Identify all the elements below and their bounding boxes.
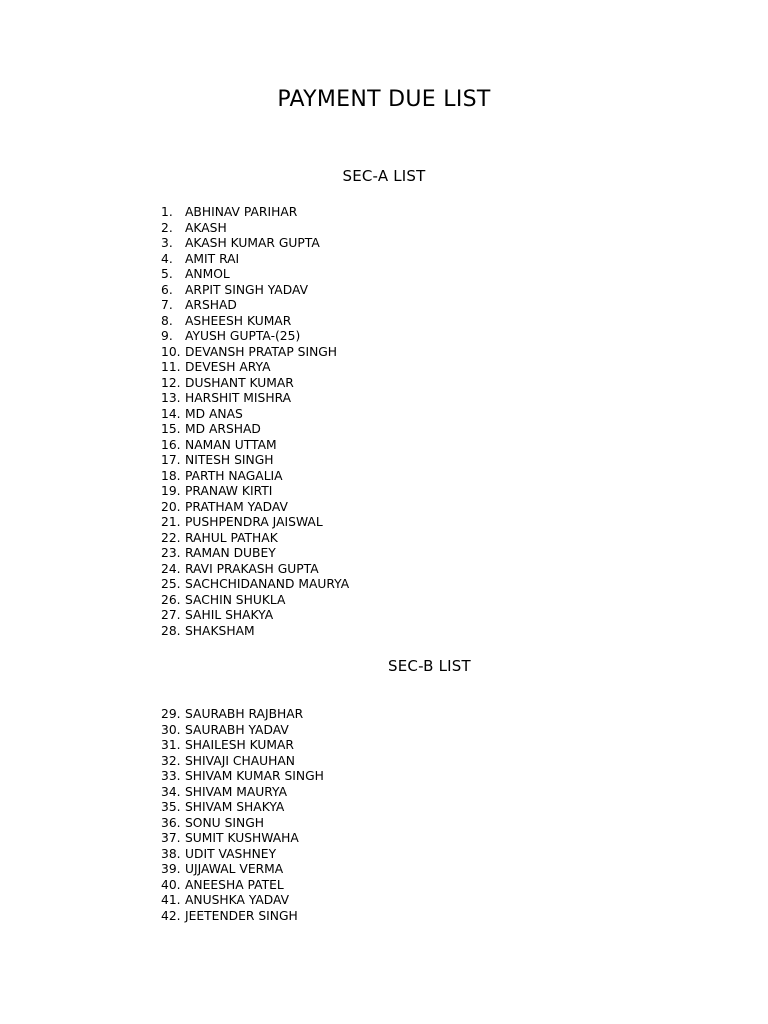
list-item-name: SUMIT KUSHWAHA xyxy=(185,831,299,845)
list-item-number: 6. xyxy=(161,282,173,297)
list-item xyxy=(161,252,349,268)
page-title: PAYMENT DUE LIST xyxy=(277,87,491,112)
list-item xyxy=(161,754,324,770)
list-item-name: HARSHIT MISHRA xyxy=(185,391,292,405)
list-item xyxy=(161,593,349,609)
list-item-number: 38. xyxy=(161,846,181,861)
list-item-name: MD ARSHAD xyxy=(185,422,261,436)
list-item-number: 11. xyxy=(161,360,181,374)
list-item xyxy=(161,531,349,547)
list-item-number: 34. xyxy=(161,784,181,799)
list-item-name: ARPIT SINGH YADAV xyxy=(185,282,308,297)
list-item-name: SHAKSHAM xyxy=(185,623,255,638)
list-item-number: 25. xyxy=(161,577,181,591)
list-item xyxy=(161,562,349,578)
list-item-name: NAMAN UTTAM xyxy=(185,437,277,452)
list-item xyxy=(161,847,324,863)
list-item xyxy=(161,769,324,785)
list-item xyxy=(161,577,349,593)
list-item-number: 42. xyxy=(161,908,181,923)
list-item-number: 12. xyxy=(161,375,181,390)
list-item-name: SAHIL SHAKYA xyxy=(185,608,274,622)
list-item-name: ANEESHA PATEL xyxy=(185,877,284,892)
list-item-number: 29. xyxy=(161,707,181,721)
list-item-name: SHAILESH KUMAR xyxy=(185,738,294,752)
list-item xyxy=(161,205,349,221)
list-item-number: 21. xyxy=(161,515,181,529)
list-item xyxy=(161,738,324,754)
list-item xyxy=(161,624,349,640)
list-item-number: 33. xyxy=(161,769,181,783)
list-item-number: 24. xyxy=(161,561,181,576)
list-item-name: SACHCHIDANAND MAURYA xyxy=(185,577,350,591)
sec-b-list xyxy=(161,707,324,924)
list-item-name: UJJAWAL VERMA xyxy=(185,862,284,876)
list-item-name: NITESH SINGH xyxy=(185,453,274,467)
list-item-number: 14. xyxy=(161,406,181,421)
list-item xyxy=(161,360,349,376)
list-item-number: 18. xyxy=(161,468,181,483)
list-item-name: ANUSHKA YADAV xyxy=(185,893,290,907)
list-item-number: 27. xyxy=(161,608,181,622)
list-item-name: SHIVAM MAURYA xyxy=(185,784,287,799)
list-item xyxy=(161,407,349,423)
list-item-number: 39. xyxy=(161,862,181,876)
list-item-number: 40. xyxy=(161,877,181,892)
list-item-name: RAHUL PATHAK xyxy=(185,530,278,545)
list-item xyxy=(161,438,349,454)
list-item xyxy=(161,723,324,739)
list-item-number: 1. xyxy=(161,205,173,219)
list-item-number: 16. xyxy=(161,437,181,452)
list-item xyxy=(161,267,349,283)
list-item-name: ANMOL xyxy=(185,267,230,281)
list-item xyxy=(161,314,349,330)
list-item-number: 2. xyxy=(161,220,173,235)
list-item-number: 3. xyxy=(161,236,173,250)
list-item-number: 8. xyxy=(161,313,173,328)
list-item xyxy=(161,221,349,237)
list-item-name: PRANAW KIRTI xyxy=(185,484,273,498)
list-item xyxy=(161,391,349,407)
list-item-number: 41. xyxy=(161,893,181,907)
list-item-name: RAMAN DUBEY xyxy=(185,546,276,560)
list-item xyxy=(161,298,349,314)
list-item xyxy=(161,469,349,485)
list-item xyxy=(161,831,324,847)
list-item-number: 17. xyxy=(161,453,181,467)
list-item-name: SHIVAM SHAKYA xyxy=(185,800,285,814)
list-item-name: UDIT VASHNEY xyxy=(185,846,277,861)
list-item-name: DEVESH ARYA xyxy=(185,360,271,374)
list-item-name: SAURABH YADAV xyxy=(185,722,289,737)
list-item-number: 7. xyxy=(161,298,173,312)
list-item-number: 26. xyxy=(161,592,181,607)
list-item xyxy=(161,376,349,392)
list-item-number: 10. xyxy=(161,344,181,359)
list-item-number: 20. xyxy=(161,499,181,514)
list-item xyxy=(161,800,324,816)
list-item xyxy=(161,236,349,252)
list-item-name: PUSHPENDRA JAISWAL xyxy=(185,515,323,529)
list-item-number: 36. xyxy=(161,815,181,830)
list-item-name: AYUSH GUPTA-(25) xyxy=(185,329,301,343)
list-item-name: AMIT RAI xyxy=(185,251,240,266)
list-item xyxy=(161,500,349,516)
list-item xyxy=(161,453,349,469)
list-item-number: 15. xyxy=(161,422,181,436)
list-item xyxy=(161,785,324,801)
list-item xyxy=(161,283,349,299)
list-item-name: MD ANAS xyxy=(185,406,243,421)
list-item-number: 23. xyxy=(161,546,181,560)
list-item-name: PARTH NAGALIA xyxy=(185,468,283,483)
list-item-name: PRATHAM YADAV xyxy=(185,499,288,514)
list-item-number: 9. xyxy=(161,329,173,343)
list-item-name: AKASH KUMAR GUPTA xyxy=(185,236,320,250)
list-item-number: 4. xyxy=(161,251,173,266)
list-item-name: SHIVAJI CHAUHAN xyxy=(185,753,295,768)
list-item-name: JEETENDER SINGH xyxy=(185,908,298,923)
list-item xyxy=(161,816,324,832)
list-item xyxy=(161,422,349,438)
list-item xyxy=(161,893,324,909)
list-item xyxy=(161,608,349,624)
list-item-name: ASHEESH KUMAR xyxy=(185,313,292,328)
list-item-name: DEVANSH PRATAP SINGH xyxy=(185,344,338,359)
list-item xyxy=(161,909,324,925)
list-item-number: 37. xyxy=(161,831,181,845)
sec-b-heading: SEC-B LIST xyxy=(388,657,471,675)
list-item xyxy=(161,878,324,894)
list-item-number: 13. xyxy=(161,391,181,405)
list-item xyxy=(161,862,324,878)
list-item xyxy=(161,546,349,562)
list-item-number: 22. xyxy=(161,530,181,545)
list-item xyxy=(161,515,349,531)
list-item-number: 30. xyxy=(161,722,181,737)
list-item xyxy=(161,484,349,500)
sec-a-list xyxy=(161,205,349,639)
list-item-number: 5. xyxy=(161,267,173,281)
list-item-name: RAVI PRAKASH GUPTA xyxy=(185,561,319,576)
list-item-name: AKASH xyxy=(185,220,227,235)
list-item-name: SHIVAM KUMAR SINGH xyxy=(185,769,324,783)
list-item-name: SONU SINGH xyxy=(185,815,264,830)
list-item-number: 28. xyxy=(161,623,181,638)
list-item-name: ABHINAV PARIHAR xyxy=(185,205,298,219)
list-item-name: DUSHANT KUMAR xyxy=(185,375,294,390)
list-item-number: 19. xyxy=(161,484,181,498)
list-item-number: 31. xyxy=(161,738,181,752)
list-item-name: ARSHAD xyxy=(185,298,237,312)
list-item xyxy=(161,707,324,723)
sec-a-heading: SEC-A LIST xyxy=(342,167,426,185)
list-item xyxy=(161,329,349,345)
list-item-number: 32. xyxy=(161,753,181,768)
list-item-number: 35. xyxy=(161,800,181,814)
list-item-name: SAURABH RAJBHAR xyxy=(185,707,304,721)
list-item xyxy=(161,345,349,361)
list-item-name: SACHIN SHUKLA xyxy=(185,592,286,607)
